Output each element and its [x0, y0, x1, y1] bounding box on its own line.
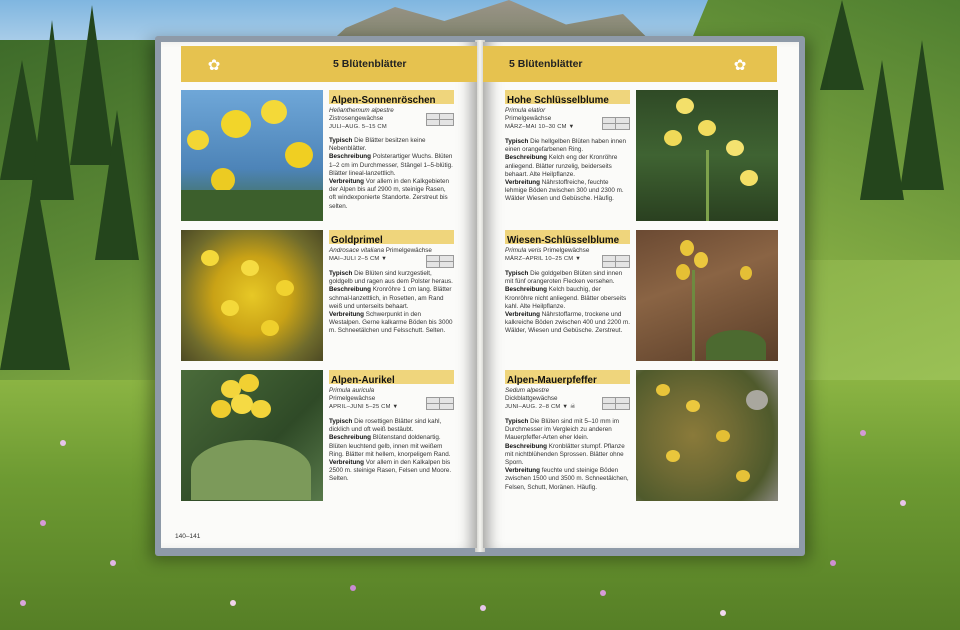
- meadow-flower: [40, 520, 46, 526]
- description: [505, 270, 630, 336]
- flower-blossom: [285, 142, 313, 168]
- species-name: Hohe Schlüsselblume: [507, 95, 609, 106]
- flower-blossom: [211, 400, 231, 418]
- flower-blossom: [221, 300, 239, 316]
- label-beschreibung: Beschreibung: [505, 286, 547, 294]
- text-typisch: Die Blätter besitzen keine Nebenblätter.: [329, 137, 426, 153]
- description: [329, 270, 454, 336]
- name-bar: [329, 90, 454, 104]
- scientific-name: Primula elatior: [505, 107, 546, 114]
- habitat-grid-icon: [602, 255, 630, 268]
- text-verbreitung: feuchte und steinige Böden zwischen 1500 und 3500 m. Schneetälchen, Felsen, Schutt, Moränen. Häufig.: [505, 467, 629, 491]
- label-beschreibung: Beschreibung: [329, 434, 371, 442]
- scientific-name: Androsace vitaliana: [329, 247, 384, 254]
- entry-goldprimel: [181, 230, 457, 362]
- flower-blossom: [261, 100, 287, 124]
- bloom-height-text: MÄRZ–MAI 10–30 CM: [505, 124, 567, 130]
- meadow-flower: [110, 560, 116, 566]
- photo-alpen-mauerpfeffer: [636, 370, 778, 501]
- label-beschreibung: Beschreibung: [329, 153, 371, 161]
- flower-blossom: [221, 110, 251, 138]
- text-beschreibung: Kelch bauchig, der Kronröhre nicht anliegend. Blätter oberseits kahl. Alte Heilpflanze.: [505, 286, 627, 310]
- text-beschreibung: Kelch eng der Kronröhre anliegend. Blätter runzelig, beiderseits behaart. Alte Heilpflanze.: [505, 154, 618, 178]
- flower-blossom: [726, 140, 744, 156]
- label-verbreitung: Verbreitung: [329, 178, 364, 186]
- flower-stem: [692, 270, 695, 361]
- open-book: [155, 36, 805, 556]
- meadow-flower: [720, 610, 726, 616]
- meadow-flower: [600, 590, 606, 596]
- flower-blossom: [740, 266, 752, 280]
- entry-hohe-schluesselblume: [505, 90, 781, 222]
- species-name: Wiesen-Schlüsselblume: [507, 235, 620, 246]
- flower-blossom: [241, 260, 259, 276]
- photo-alpen-sonnenroeschen: [181, 90, 323, 221]
- meadow-flower: [480, 605, 486, 611]
- flower-blossom: [276, 280, 294, 296]
- triangle-down-icon: ▼: [381, 256, 388, 262]
- label-verbreitung: Verbreitung: [505, 467, 540, 475]
- meta-row: [505, 403, 630, 415]
- label-beschreibung: Beschreibung: [505, 154, 547, 162]
- toxic-skull-icon: ☠: [569, 404, 576, 410]
- flower-blossom: [694, 252, 708, 268]
- text-verbreitung: Vor allem in den Kalkalpen bis 2500 m. steinige Rasen, Felsen und Moore. Selten.: [329, 459, 452, 483]
- flower-blossom: [686, 400, 700, 412]
- flower-blossom: [201, 250, 219, 266]
- fir-tree: [900, 40, 944, 190]
- left-page-header-band: [181, 46, 477, 82]
- label-verbreitung: Verbreitung: [505, 179, 540, 187]
- meadow-flower: [350, 585, 356, 591]
- label-typisch: Typisch: [329, 270, 353, 277]
- family-name: Zistrosengewächse: [329, 115, 384, 122]
- flower-blossom: [239, 374, 259, 392]
- text-typisch: Die hellgelben Blüten haben innen einen orangefarbenen Ring.: [505, 138, 627, 154]
- flower-blossom: [231, 394, 253, 414]
- family-name: Primelgewächse: [543, 247, 590, 254]
- habitat-grid-icon: [426, 255, 454, 268]
- flower-blossom: [251, 400, 271, 418]
- family-name: Primelgewächse: [385, 247, 432, 254]
- text-typisch: Die Blüten sind mit 5–10 mm im Durchmesser im Vergleich zu anderen Mauerpfeffer-Arten eher klein.: [505, 418, 619, 442]
- photo-wiesen-schluesselblume: [636, 230, 778, 361]
- meadow-flower: [860, 430, 866, 436]
- entry-text: [505, 370, 630, 492]
- entry-text: [329, 90, 454, 211]
- text-verbreitung: Vor allem in den Kalkgebieten der Alpen bis auf 2900 m, steinige Rasen, oft windexponierte Standorte. Zerstreut bis selten.: [329, 178, 450, 210]
- name-bar: [329, 230, 454, 244]
- scientific-name: Primula veris: [505, 247, 542, 254]
- flower-icon: ✿: [733, 57, 747, 74]
- text-verbreitung: Nährstoffreiche, feuchte lehmige Böden zwischen 300 und 2300 m. Wälder Wiesen und Gebüsche. Häufig.: [505, 179, 624, 203]
- flower-icon: ✿: [207, 57, 221, 74]
- entry-text: [505, 90, 630, 204]
- habitat-grid-icon: [426, 113, 454, 126]
- rock: [746, 390, 768, 410]
- meta-row: [329, 115, 454, 130]
- text-typisch: Die goldgelben Blüten sind innen mit fünf orangeroten Flecken versehen.: [505, 270, 623, 286]
- family-name: Dickblattgewächse: [505, 395, 558, 402]
- family-name: Primelgewächse: [505, 115, 552, 122]
- left-page: [161, 42, 477, 548]
- label-typisch: Typisch: [505, 270, 529, 277]
- species-name: Alpen-Mauerpfeffer: [507, 375, 597, 386]
- label-verbreitung: Verbreitung: [329, 311, 364, 319]
- habitat-grid-icon: [426, 397, 454, 410]
- species-name: Goldprimel: [331, 235, 383, 246]
- bloom-height: JULI–AUG. 5–15 CM: [329, 124, 387, 130]
- flower-blossom: [261, 320, 279, 336]
- flower-blossom: [676, 264, 690, 280]
- photo-alpen-aurikel: [181, 370, 323, 501]
- entry-alpen-mauerpfeffer: [505, 370, 781, 502]
- text-typisch: Die rosettigen Blätter sind kahl, dicklich und oft weiß bestäubt.: [329, 418, 442, 434]
- entry-alpen-sonnenroeschen: [181, 90, 457, 222]
- meadow-flower: [60, 440, 66, 446]
- label-beschreibung: Beschreibung: [505, 442, 547, 450]
- flower-blossom: [664, 130, 682, 146]
- flower-blossom: [656, 384, 670, 396]
- entry-text: [505, 230, 630, 336]
- fir-tree: [0, 170, 70, 370]
- meta-row: [329, 403, 454, 415]
- flower-blossom: [680, 240, 694, 256]
- scientific-name: Helianthemum alpestre: [329, 107, 394, 114]
- meta-row: [329, 255, 454, 267]
- scientific-name: Primula auricula: [329, 387, 375, 394]
- label-verbreitung: Verbreitung: [329, 459, 364, 467]
- meta-row: [505, 255, 630, 267]
- flower-blossom: [187, 130, 209, 150]
- scientific-name: Sedum alpestre: [505, 387, 550, 394]
- name-bar: [505, 370, 630, 384]
- label-typisch: Typisch: [505, 418, 529, 425]
- name-bar: [505, 90, 630, 104]
- label-typisch: Typisch: [505, 138, 529, 145]
- triangle-down-icon: ▼: [568, 124, 575, 130]
- fir-tree: [95, 110, 139, 260]
- text-beschreibung: Kronröhre 1 cm lang. Blätter schmal-lanzettlich, in Rosetten, am Rand weiß und unterseits behaart.: [329, 286, 452, 310]
- habitat-grid-icon: [602, 117, 630, 130]
- text-verbreitung: Nährstoffarme, trockene und kalkreiche Böden zwischen 400 und 2200 m. Wälder, Wiesen und Gebüsche. Zerstreut.: [505, 311, 630, 335]
- species-name: Alpen-Sonnenröschen: [331, 95, 436, 106]
- bloom-height-text: JUNI–AUG. 2–8 CM: [505, 404, 561, 410]
- leaf-rosette: [191, 440, 311, 500]
- description: [505, 418, 630, 492]
- right-page-header: 5 Blütenblätter: [509, 58, 583, 70]
- entry-text: [329, 370, 454, 484]
- flower-blossom: [698, 120, 716, 136]
- leaf: [706, 330, 766, 360]
- text-beschreibung: Kronblätter stumpf. Pflanze mit nichtblühenden Sprossen. Blätter ohne Sporn.: [505, 442, 625, 467]
- name-bar: [329, 370, 454, 384]
- text-verbreitung: Schwerpunkt in den Westalpen. Gerne kalkarme Böden bis 3000 m. Schneetälchen und Felsschutt. Selten.: [329, 311, 453, 335]
- meta-row: [505, 123, 630, 135]
- habitat-grid-icon: [602, 397, 630, 410]
- flower-blossom: [716, 430, 730, 442]
- right-page-header-band: [483, 46, 777, 82]
- right-page: [483, 42, 799, 548]
- scientific-line: [329, 247, 454, 255]
- foliage: [181, 190, 323, 221]
- page-number: 140–141: [175, 533, 201, 540]
- flower-stem: [706, 150, 709, 221]
- entry-alpen-aurikel: [181, 370, 457, 502]
- meadow-flower: [230, 600, 236, 606]
- fir-tree: [860, 60, 904, 200]
- meadow-flower: [830, 560, 836, 566]
- label-beschreibung: Beschreibung: [329, 286, 371, 294]
- meadow-flower: [20, 600, 26, 606]
- description: [329, 137, 454, 211]
- flower-blossom: [740, 170, 758, 186]
- fir-tree: [820, 0, 864, 90]
- scientific-line: [505, 247, 630, 255]
- triangle-down-icon: ▼: [575, 256, 582, 262]
- flower-blossom: [211, 168, 235, 192]
- flower-blossom: [676, 98, 694, 114]
- text-beschreibung: Polsterartiger Wuchs. Blüten 1–2 cm im Durchmesser, Stängel 1–5-blütig. Blätter lineal-lanzettlich.: [329, 153, 453, 177]
- left-page-header: 5 Blütenblätter: [333, 58, 407, 70]
- label-typisch: Typisch: [329, 137, 353, 144]
- family-name: Primelgewächse: [329, 395, 376, 402]
- meadow-flower: [900, 500, 906, 506]
- flower-blossom: [736, 470, 750, 482]
- flower-blossom: [666, 450, 680, 462]
- text-beschreibung: Blütenstand doldenartig. Blüten leuchtend gelb, innen mit weißem Ring. Blätter mit hellem, knorpeligem Rand.: [329, 434, 451, 458]
- entry-text: [329, 230, 454, 336]
- description: [329, 418, 454, 484]
- species-name: Alpen-Aurikel: [331, 375, 395, 386]
- label-verbreitung: Verbreitung: [505, 311, 540, 319]
- photo-hohe-schluesselblume: [636, 90, 778, 221]
- triangle-down-icon: ▼: [392, 404, 399, 410]
- label-typisch: Typisch: [329, 418, 353, 425]
- description: [505, 138, 630, 204]
- bloom-height-text: APRIL–JUNI 5–25 CM: [329, 404, 391, 410]
- triangle-down-icon: ▼: [562, 404, 569, 410]
- text-typisch: Die Blüten sind kurzgestielt, goldgelb und ragen aus dem Polster heraus.: [329, 270, 453, 286]
- bloom-height-text: MÄRZ–APRIL 10–25 CM: [505, 256, 574, 262]
- bloom-height-text: MAI–JULI 2–5 CM: [329, 256, 380, 262]
- photo-goldprimel: [181, 230, 323, 361]
- name-bar: [505, 230, 630, 244]
- entry-wiesen-schluesselblume: [505, 230, 781, 362]
